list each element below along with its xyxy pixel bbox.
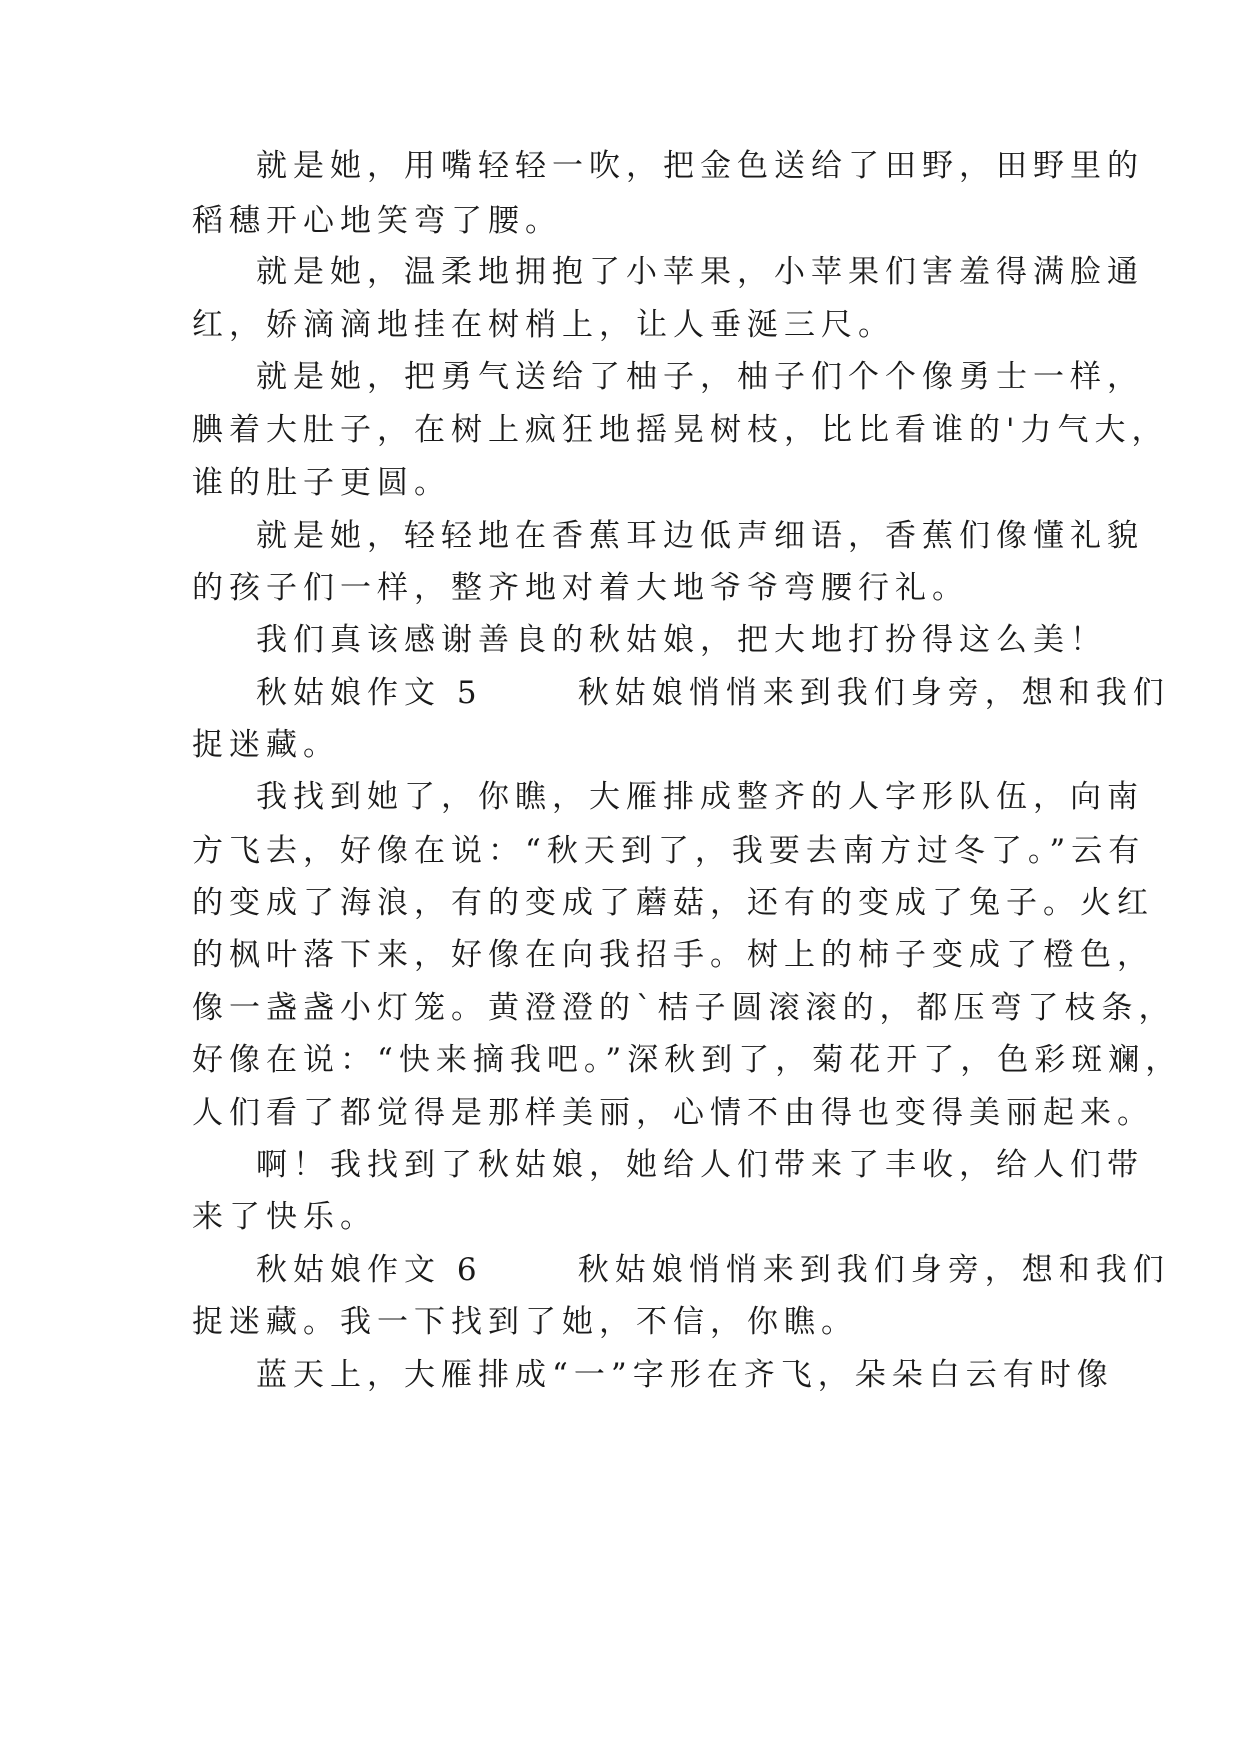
text-line: 红，娇滴滴地挂在树梢上，让人垂涎三尺。 xyxy=(192,307,895,343)
text-line: 的变成了海浪，有的变成了蘑菇，还有的变成了兔子。火红 xyxy=(192,885,1154,921)
text-line: 好像在说：“快来摘我吧。”深秋到了，菊花开了，色彩斑斓， xyxy=(192,1042,1183,1078)
text-line: 像一盏盏小灯笼。黄澄澄的`桔子圆滚滚的，都压弯了枝条， xyxy=(192,990,1176,1026)
text-line: 就是她，轻轻地在香蕉耳边低声细语，香蕉们像懂礼貌 xyxy=(256,518,1144,554)
text-line: 就是她，用嘴轻轻一吹，把金色送给了田野，田野里的 xyxy=(256,148,1144,184)
text-line: 来了快乐。 xyxy=(192,1199,377,1235)
text-line: 蓝天上，大雁排成“一”字形在齐飞，朵朵白云有时像 xyxy=(256,1357,1114,1393)
text-line: 谁的肚子更圆。 xyxy=(192,465,451,501)
text-line: 就是她，温柔地拥抱了小苹果，小苹果们害羞得满脸通 xyxy=(256,254,1144,290)
text-line: 人们看了都觉得是那样美丽，心情不由得也变得美丽起来。 xyxy=(192,1095,1154,1131)
text-line: 的孩子们一样，整齐地对着大地爷爷弯腰行礼。 xyxy=(192,570,969,606)
text-line: 我们真该感谢善良的秋姑娘，把大地打扮得这么美！ xyxy=(256,622,1107,658)
text-line: 秋姑娘作文 6 秋姑娘悄悄来到我们身旁，想和我们 xyxy=(256,1252,1170,1288)
text-line: 方飞去，好像在说：“秋天到了，我要去南方过冬了。”云有 xyxy=(192,833,1146,869)
text-line: 捉迷藏。我一下找到了她，不信，你瞧。 xyxy=(192,1304,858,1340)
text-line: 的枫叶落下来，好像在向我招手。树上的柿子变成了橙色， xyxy=(192,937,1154,973)
text-line: 我找到她了，你瞧，大雁排成整齐的人字形队伍，向南 xyxy=(256,779,1144,815)
text-line: 啊！我找到了秋姑娘，她给人们带来了丰收，给人们带 xyxy=(256,1147,1144,1183)
text-line: 腆着大肚子，在树上疯狂地摇晃树枝，比比看谁的'力气大， xyxy=(192,412,1169,448)
text-line: 捉迷藏。 xyxy=(192,727,340,763)
text-line: 秋姑娘作文 5 秋姑娘悄悄来到我们身旁，想和我们 xyxy=(256,675,1170,711)
text-line: 就是她，把勇气送给了柚子，柚子们个个像勇士一样， xyxy=(256,359,1144,395)
text-line: 稻穗开心地笑弯了腰。 xyxy=(192,203,562,239)
